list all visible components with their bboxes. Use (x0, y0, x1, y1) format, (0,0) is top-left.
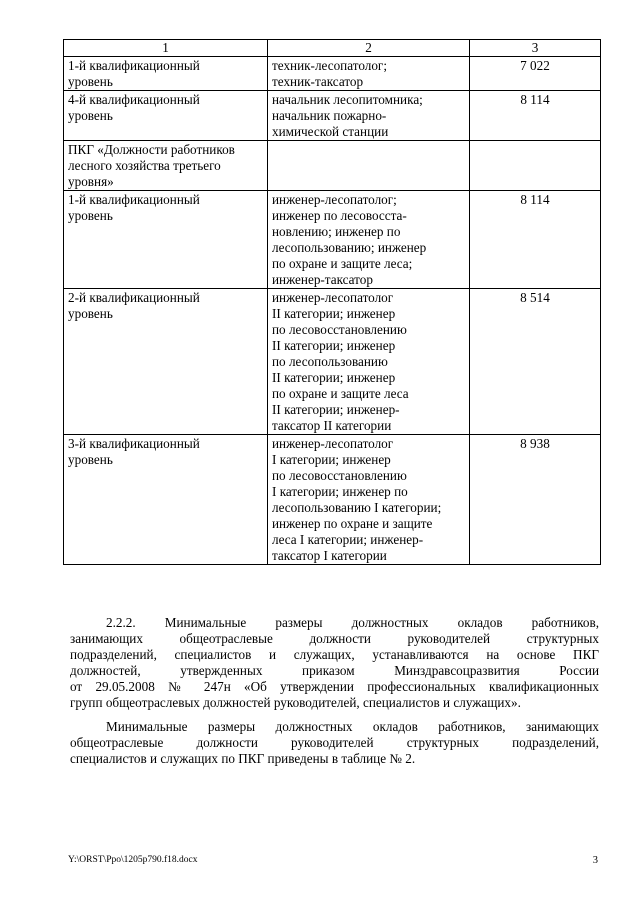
position-line: инженер-лесопатолог (272, 290, 394, 305)
table-header-row (64, 40, 601, 57)
position-line: II категории; инженер (272, 338, 396, 353)
level-cell (64, 289, 268, 435)
salary-cell: 8 514 (470, 289, 601, 435)
position-line: по лесовосстановлению (272, 468, 407, 483)
paragraph-line: групп общеотраслевых должностей руководителей, специалистов и служащих». (70, 695, 521, 710)
paragraph-line: подразделений, специалистов и служащих, устанавливаются на основе ПКГ (70, 647, 599, 662)
position-line: леса I категории; инженер- (272, 532, 424, 547)
paragraph-line: от 29.05.2008 № 247н «Об утверждении профессиональных квалификационных (70, 679, 599, 694)
position-line: начальник лесопитомника; (272, 92, 423, 107)
position-line: техник-лесопатолог; (272, 58, 387, 73)
position-line: II категории; инженер (272, 370, 396, 385)
header-cell-1: 1 (64, 40, 268, 57)
position-line: по лесовосстановлению (272, 322, 407, 337)
positions-cell (268, 191, 470, 289)
level-line: уровень (68, 74, 113, 89)
level-line: уровень (68, 108, 113, 123)
position-line: инженер-лесопатолог (272, 436, 394, 451)
footer-page-number: 3 (592, 855, 598, 866)
level-line: уровень (68, 306, 113, 321)
position-line: инженер-лесопатолог; (272, 192, 397, 207)
salary-cell: 8 114 (470, 91, 601, 141)
table-row (64, 289, 601, 435)
positions-cell (268, 141, 470, 191)
position-line: I категории; инженер по (272, 484, 408, 499)
positions-cell (268, 289, 470, 435)
position-line: таксатор I категории (272, 548, 387, 563)
salary-table (63, 39, 601, 565)
level-line: 2-й квалификационный (68, 290, 200, 305)
position-line: химической станции (272, 124, 389, 139)
salary-cell (470, 141, 601, 191)
table-row (64, 141, 601, 191)
table-row (64, 435, 601, 565)
position-line: по охране и защите леса (272, 386, 409, 401)
position-line: по охране и защите леса; (272, 256, 413, 271)
position-line: инженер по охране и защите (272, 516, 433, 531)
paragraph-line: Минимальные размеры должностных окладов работников, занимающих (106, 719, 599, 734)
position-line: I категории; инженер (272, 452, 391, 467)
paragraph-line: общеотраслевые должности руководителей структурных подразделений, (70, 735, 599, 750)
level-line: 3-й квалификационный (68, 436, 200, 451)
header-cell-2: 2 (268, 40, 470, 57)
level-line: уровня» (68, 174, 114, 189)
footer-file-path: Y:\ORST\Ppo\1205p790.f18.docx (68, 855, 198, 865)
level-line: уровень (68, 208, 113, 223)
salary-cell: 7 022 (470, 57, 601, 91)
position-line: II категории; инженер- (272, 402, 400, 417)
positions-cell (268, 91, 470, 141)
level-line: ПКГ «Должности работников (68, 142, 235, 157)
level-line: уровень (68, 452, 113, 467)
level-cell (64, 141, 268, 191)
level-cell (64, 57, 268, 91)
header-cell-3: 3 (470, 40, 601, 57)
level-cell (64, 191, 268, 289)
level-line: лесного хозяйства третьего (68, 158, 221, 173)
level-line: 1-й квалификационный (68, 58, 200, 73)
position-line: новлению; инженер по (272, 224, 401, 239)
table-row (64, 57, 601, 91)
position-line: начальник пожарно- (272, 108, 387, 123)
level-line: 4-й квалификационный (68, 92, 200, 107)
position-line: техник-таксатор (272, 74, 364, 89)
salary-cell: 8 938 (470, 435, 601, 565)
paragraph-table-reference (70, 719, 599, 767)
position-line: по лесопользованию (272, 354, 388, 369)
position-line: инженер по лесовосста- (272, 208, 407, 223)
positions-cell (268, 435, 470, 565)
level-cell (64, 91, 268, 141)
paragraph-line: 2.2.2. Минимальные размеры должностных окладов работников, (106, 615, 599, 630)
position-line: инженер-таксатор (272, 272, 373, 287)
paragraph-line: занимающих общеотраслевые должности руководителей структурных (70, 631, 599, 646)
position-line: таксатор II категории (272, 418, 392, 433)
salary-cell: 8 114 (470, 191, 601, 289)
paragraph-line: специалистов и служащих по ПКГ приведены в таблице № 2. (70, 751, 416, 766)
table-row (64, 91, 601, 141)
paragraph-line: должностей, утвержденных приказом Минздравсоцразвития России (70, 663, 599, 678)
level-cell (64, 435, 268, 565)
table-row (64, 191, 601, 289)
position-line: II категории; инженер (272, 306, 396, 321)
positions-cell (268, 57, 470, 91)
level-line: 1-й квалификационный (68, 192, 200, 207)
position-line: лесопользованию; инженер (272, 240, 427, 255)
position-line: лесопользованию I категории; (272, 500, 442, 515)
paragraph-2-2-2 (70, 615, 599, 711)
